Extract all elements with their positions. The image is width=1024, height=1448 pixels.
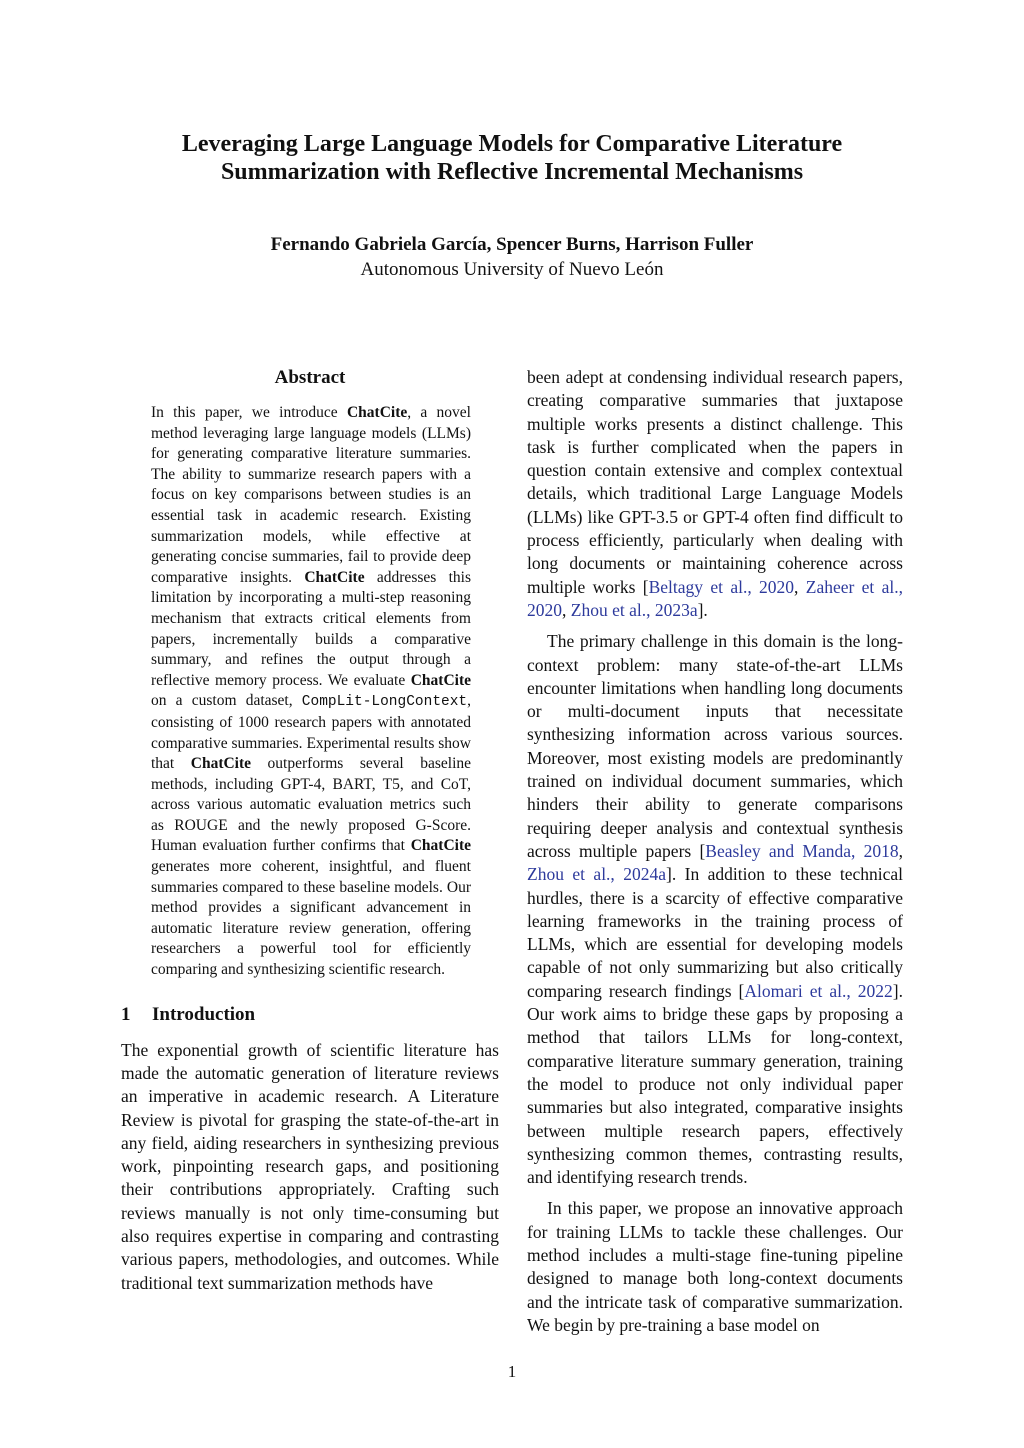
section-heading-introduction [121, 1003, 499, 1027]
affiliation: Autonomous University of Nuevo León [360, 259, 664, 280]
abstract-heading: Abstract [274, 367, 346, 388]
paper-title [100, 130, 924, 186]
citation-link[interactable]: Zhou et al., 2024a [527, 864, 666, 885]
method-name: ChatCite [410, 837, 471, 855]
dataset-name: CompLit-LongContext [301, 694, 468, 711]
citation-link[interactable]: Beasley and Manda, 2018 [705, 840, 899, 861]
abstract-text: In this paper, we introduce ChatCite, a novel method leveraging large language models (LLMs) for generating comparative literature summaries. The ability to summarize research papers with a focus on key comparisons between studies is an essential task in academic research. Existing summarization models, while effective at generating concise summaries, fail to provide deep comparative insights. ChatCite addresses this limitation by incorporating a multi-step reasoning mechanism that extracts critical elements from papers, incrementally builds a comparative summary, and refines the output through a reflective memory process. We evaluate ChatCite on a custom dataset, CompLit-LongContext, consisting of 1000 research papers with annotated comparative summaries. Experimental results show that ChatCite outperforms several baseline methods, including GPT-4, BART, T5, and CoT, across various automatic evaluation metrics such as ROUGE and the newly proposed G-Score. Human evaluation further confirms that ChatCite generates more coherent, insightful, and fluent summaries compared to these baseline models. Our method provides a significant advancement in automatic literature review generation, offering researchers a powerful tool for efficiently comparing and synthesizing scientific research. [151, 404, 472, 979]
method-name: ChatCite [190, 755, 252, 773]
intro-paragraph-3: In this paper, we propose an innovative approach for training LLMs to tackle these challenges. Our method includes a multi-stage fine-tuning pipeline designed to manage both long-context documents and the intricate task of comparative summarization. We begin by pre-training a base model on [527, 1198, 903, 1335]
title-line-1: Leveraging Large Language Models for Comparative Literature [181, 131, 843, 157]
author-list: Fernando Gabriela García, Spencer Burns, Harrison Fuller [270, 234, 754, 255]
left-column [121, 366, 499, 1295]
intro-paragraph-1: The exponential growth of scientific literature has made the automatic generation of literature reviews an imperative in academic research. A Literature Review is pivotal for grasping the state-of-the-art in any field, aiding researchers in synthesizing previous work, pinpointing research gaps, and positioning their contributions appropriately. Crafting such reviews manually is not only time-consuming but also requires expertise in comparing and contrasting various papers, methodologies, and outcomes. While traditional text summarization methods have [121, 1039, 499, 1293]
citation-link[interactable]: Zaheer et al., 2020 [527, 576, 904, 620]
citation-link[interactable]: Zhou et al., 2023a [570, 599, 698, 620]
intro-paragraph-2: The primary challenge in this domain is the long-context problem: many state-of-the-art LLMs encounter limitations when handling long documents or multi-document inputs that necessitate synthesizing information across various sources. Moreover, most existing models are predominantly trained on individual document summaries, which hinders their ability to generate comparisons requiring deeper analysis and contextual synthesis across multiple papers [Beasley and Manda, 2018, Zhou et al., 2024a]. In addition to these technical hurdles, there is a scarcity of effective comparative learning frameworks in the training process of LLMs, which are essential for developing models capable of not only summarizing but also critically comparing research findings [Alomari et al., 2022]. Our work aims to bridge these gaps by proposing a method that tailors LLMs for long-context, comparative literature summary generation, training the model to produce not only individual paper summaries but also integrated, comparative insights between multiple research papers, effectively synthesizing common themes, contrasting results, and identifying research trends. [527, 631, 904, 1188]
method-name: ChatCite [304, 568, 365, 586]
page-number: 1 [507, 1362, 517, 1381]
method-name: ChatCite [410, 671, 471, 689]
citation-link[interactable]: Alomari et al., 2022 [744, 980, 893, 1001]
citation-link[interactable]: Beltagy et al., 2020 [648, 576, 795, 597]
right-column [527, 366, 903, 1337]
intro-paragraph-1-continued: been adept at condensing individual research papers, creating comparative summaries that juxtapose multiple works presents a distinct challenge. This task is further complicated when the papers in question contain extensive and complex contextual details, which traditional Large Language Models (LLMs) like GPT-3.5 or GPT-4 often find difficult to process efficiently, particularly when dealing with long documents or maintaining coherence across multiple works [Beltagy et al., 2020, Zaheer et al., 2020, Zhou et al., 2023a]. [527, 367, 904, 620]
method-name: ChatCite [346, 404, 408, 421]
title-line-2: Summarization with Reflective Incremental Mechanisms [220, 159, 804, 185]
section-title: Introduction [152, 1003, 256, 1025]
section-number: 1 [121, 1003, 131, 1025]
